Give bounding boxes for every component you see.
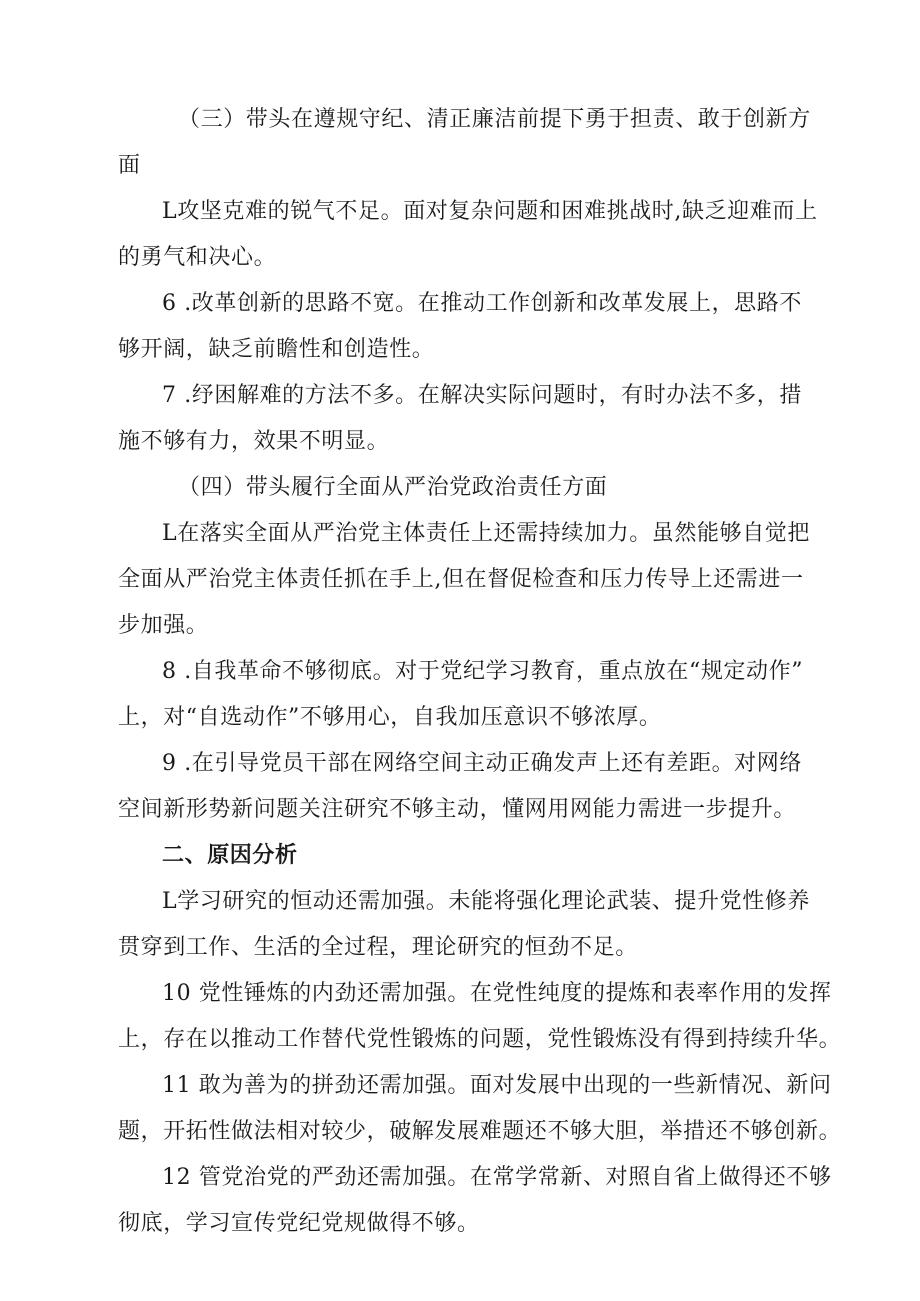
- s4-item1-line2: 全面从严治党主体责任抓在手上,但在督促检查和压力传导上还需进一: [118, 567, 804, 592]
- s3-item2-line1: 6 .改革创新的思路不宽。在推动工作创新和改革发展上，思路不: [162, 291, 802, 316]
- p2-item1-line2: 贯穿到工作、生活的全过程，理论研究的恒劲不足。: [118, 935, 638, 960]
- s4-item2-line1: 8 .自我革命不够彻底。对于党纪学习教育，重点放在“规定动作”: [162, 659, 804, 684]
- s4-item3-line2: 空间新形势新问题关注研究不够主动，懂网用网能力需进一步提升。: [118, 797, 797, 822]
- s3-item1-line2: 的勇气和决心。: [118, 245, 277, 270]
- s3-item2-line2: 够开阔，缺乏前瞻性和创造性。: [118, 337, 435, 362]
- s3-item3-line1: 7 .纾困解难的方法不多。在解决实际问题时，有时办法不多，措: [162, 383, 802, 408]
- part2-heading: 二、原因分析: [162, 843, 298, 868]
- section3-title-line1: （三）带头在遵规守纪、清正廉洁前提下勇于担责、敢于创新方: [178, 107, 811, 132]
- s4-item1-line3: 步加强。: [118, 613, 209, 638]
- p2-item3-line2: 题，开拓性做法相对较少，破解发展难题还不够大胆，举措还不够创新。: [118, 1119, 842, 1144]
- p2-item2-line2: 上，存在以推动工作替代党性锻炼的问题，党性锻炼没有得到持续升华。: [118, 1027, 842, 1052]
- s4-item2-line2: 上，对“自选动作”不够用心，自我加压意识不够浓厚。: [118, 705, 662, 730]
- p2-item1-line1: L学习研究的恒动还需加强。未能将强化理论武装、提升党性修养: [162, 889, 811, 914]
- p2-item4-line2: 彻底，学习宣传党纪党规做得不够。: [118, 1211, 480, 1236]
- p2-item2-line1: 10 党性锤炼的内劲还需加强。在党性纯度的提炼和表率作用的发挥: [162, 981, 832, 1006]
- s4-item1-line1: L在落实全面从严治党主体责任上还需持续加力。虽然能够自觉把: [162, 521, 811, 546]
- p2-item4-line1: 12 管党治党的严劲还需加强。在常学常新、对照自省上做得还不够: [162, 1165, 832, 1190]
- section3-title-line2: 面: [118, 153, 141, 178]
- s3-item1-line1: L攻坚克难的锐气不足。面对复杂问题和困难挑战时,缺乏迎难而上: [162, 199, 818, 224]
- s4-item3-line1: 9 .在引导党员干部在网络空间主动正确发声上还有差距。对网络: [162, 751, 802, 776]
- p2-item3-line1: 11 敢为善为的拼劲还需加强。面对发展中出现的一些新情况、新问: [162, 1073, 832, 1098]
- s3-item3-line2: 施不够有力，效果不明显。: [118, 429, 390, 454]
- section4-title: （四）带头履行全面从严治党政治责任方面: [178, 475, 608, 500]
